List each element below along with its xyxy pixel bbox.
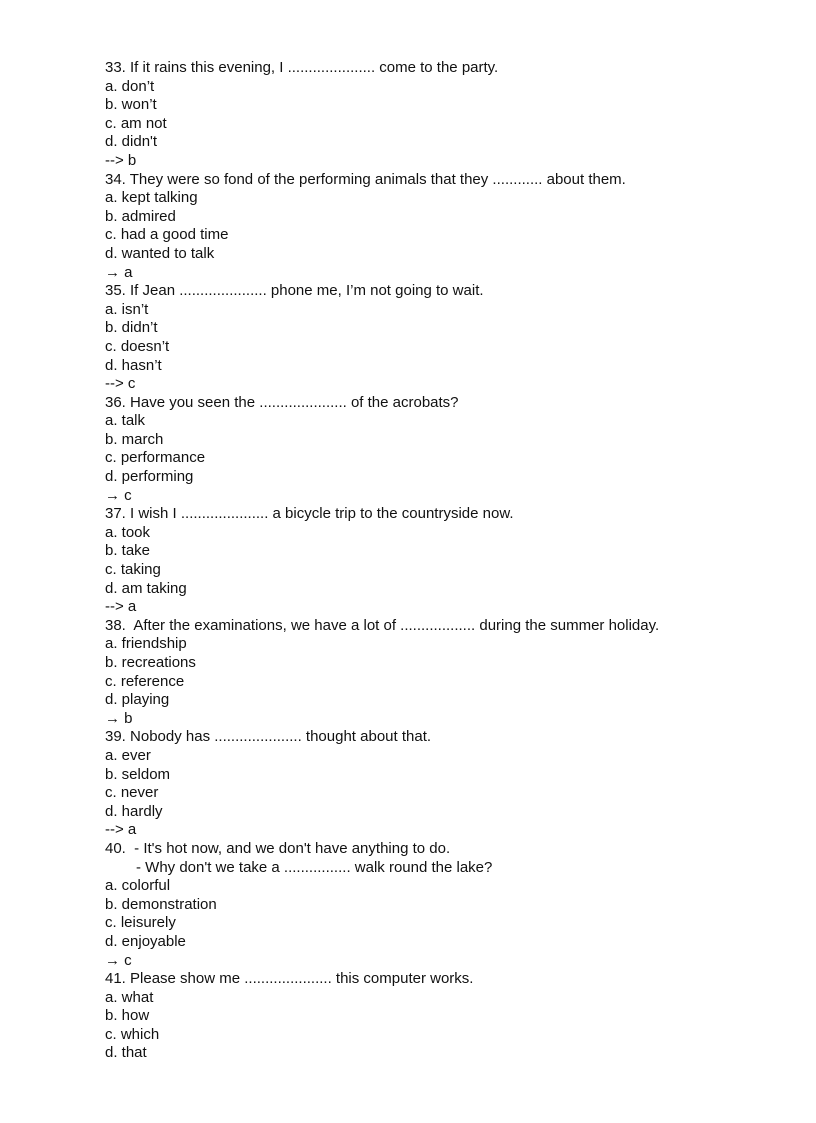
option-c: c. am not xyxy=(105,114,167,132)
option-a: a. don’t xyxy=(105,77,155,95)
option-a: a. took xyxy=(105,523,151,541)
answer-key: → a xyxy=(105,263,133,281)
question-stem: 33. If it rains this evening, I ..................... come to the party. xyxy=(105,59,499,76)
question-stem-reply: - Why don't we take a ................ walk round the lake? xyxy=(136,858,493,876)
option-b: b. march xyxy=(105,430,164,448)
option-c: c. reference xyxy=(105,672,185,690)
option-d: d. playing xyxy=(105,691,170,709)
question-stem: 41. Please show me ..................... this computer works. xyxy=(105,970,474,988)
question-39 xyxy=(105,728,805,840)
option-b: b. demonstration xyxy=(105,895,217,913)
question-33 xyxy=(105,59,805,171)
answer-key: --> b xyxy=(105,151,137,169)
option-a: a. friendship xyxy=(105,635,187,653)
option-c: c. had a good time xyxy=(105,226,229,244)
option-b: b. seldom xyxy=(105,765,171,783)
question-38 xyxy=(105,617,805,729)
answer-key: → c xyxy=(105,486,132,504)
question-40 xyxy=(105,840,805,970)
question-stem: 35. If Jean ..................... phone me, I’m not going to wait. xyxy=(105,282,484,300)
quiz-page xyxy=(105,59,805,1063)
option-a: a. isn’t xyxy=(105,300,149,318)
option-a: a. colorful xyxy=(105,877,171,895)
option-b: b. didn’t xyxy=(105,319,158,337)
option-c: c. never xyxy=(105,784,159,802)
option-a: a. kept talking xyxy=(105,189,198,207)
option-c: c. leisurely xyxy=(105,914,176,932)
option-c: c. performance xyxy=(105,449,206,467)
option-b: b. recreations xyxy=(105,654,196,671)
question-stem: 40. - It's hot now, and we don't have anything to do. xyxy=(105,839,451,857)
question-34 xyxy=(105,171,805,283)
question-41 xyxy=(105,970,805,1063)
question-35 xyxy=(105,282,805,394)
answer-key: → b xyxy=(105,709,133,727)
option-b: b. won’t xyxy=(105,96,157,114)
answer-key: --> c xyxy=(105,375,136,393)
option-a: a. what xyxy=(105,988,154,1006)
question-36 xyxy=(105,394,805,506)
option-d: d. performing xyxy=(105,468,194,486)
option-a: a. talk xyxy=(105,412,146,430)
option-d: d. am taking xyxy=(105,579,187,597)
option-c: c. taking xyxy=(105,561,161,579)
answer-key: --> a xyxy=(105,821,137,839)
option-b: b. how xyxy=(105,1007,150,1025)
option-b: b. admired xyxy=(105,207,176,225)
option-d: d. hasn’t xyxy=(105,356,162,374)
option-a: a. ever xyxy=(105,746,151,764)
option-b: b. take xyxy=(105,542,151,560)
option-d: d. enjoyable xyxy=(105,932,186,950)
question-stem: 36. Have you seen the ..................... of the acrobats? xyxy=(105,393,459,411)
answer-key: --> a xyxy=(105,598,137,616)
question-37 xyxy=(105,505,805,617)
question-stem: 37. I wish I ..................... a bicycle trip to the countryside now. xyxy=(105,505,514,523)
option-d: d. hardly xyxy=(105,802,163,820)
option-d: d. that xyxy=(105,1044,147,1062)
option-d: d. wanted to talk xyxy=(105,244,215,262)
question-stem: 38. After the examinations, we have a lot of .................. during the summer holiday. xyxy=(105,616,660,634)
option-c: c. doesn’t xyxy=(105,337,170,355)
question-stem: 39. Nobody has ..................... thought about that. xyxy=(105,728,432,746)
option-c: c. which xyxy=(105,1025,160,1043)
question-stem: 34. They were so fond of the performing animals that they ............ about them. xyxy=(105,170,626,188)
option-d: d. didn't xyxy=(105,133,158,151)
answer-key: → c xyxy=(105,951,132,969)
